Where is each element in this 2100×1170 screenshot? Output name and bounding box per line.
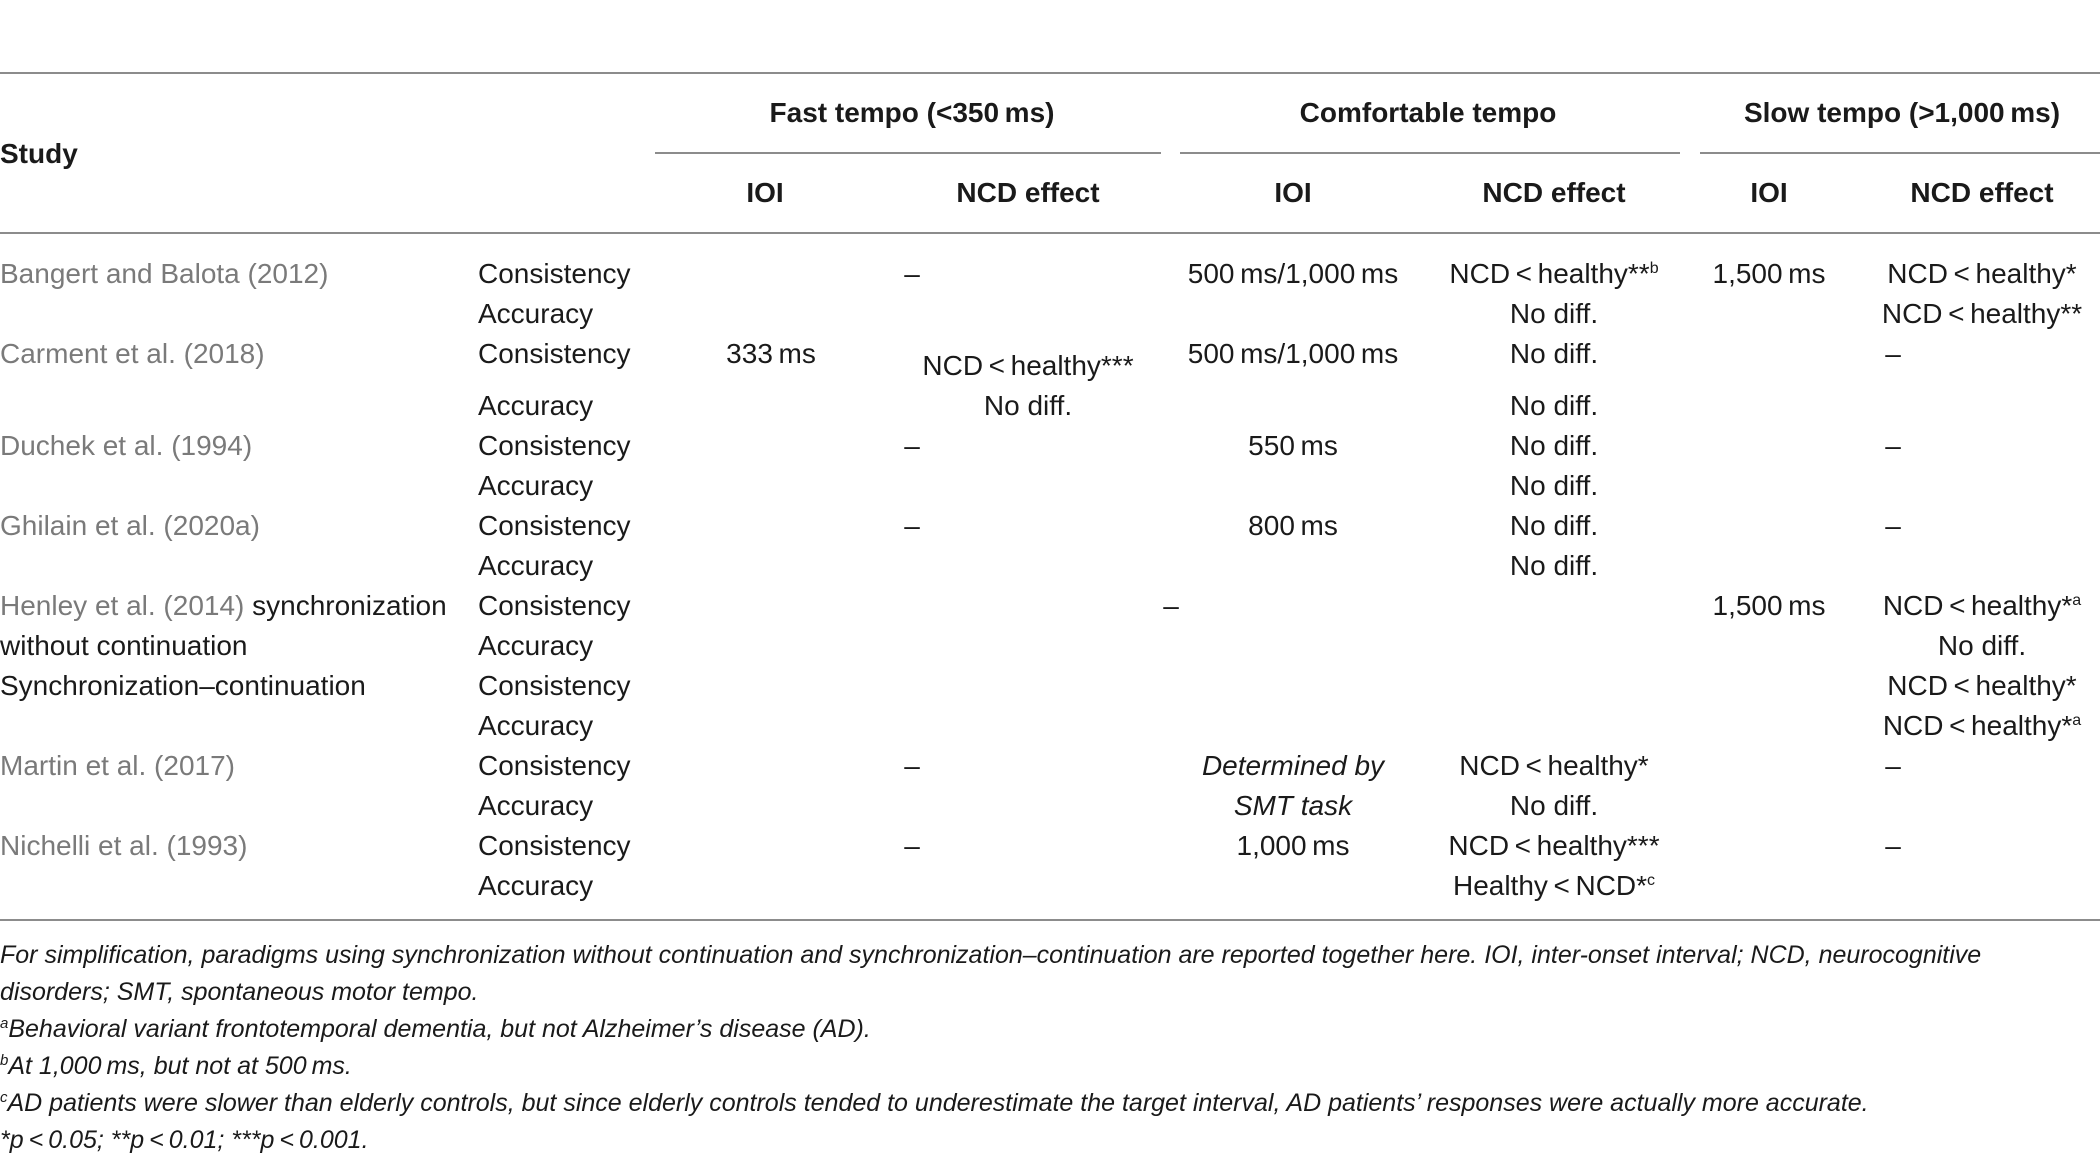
slow-effect-value: NCD < healthy*$^a$	[1882, 590, 2082, 621]
study-name: Martin et al. (2017)	[0, 750, 235, 781]
header-bottom-rule	[0, 232, 2100, 234]
comfortable-effect-value: NCD < healthy*	[1459, 750, 1649, 781]
measure-label: Accuracy	[478, 630, 594, 661]
slow-effect-dash: –	[1885, 750, 1901, 781]
fast-comfortable-dash: –	[1163, 590, 1179, 621]
measure-label: Accuracy	[478, 550, 594, 581]
slow-effect-value: NCD < healthy*	[1887, 670, 2077, 701]
fast-tempo-header: Fast tempo (<350 ms)	[769, 97, 1055, 128]
study-name: Bangert and Balota (2012)	[0, 258, 329, 289]
fast-effect-dash: –	[904, 258, 920, 289]
footnote-c: $^c$AD patients were slower than elderly controls, but since elderly controls tended to underestimate the target interval, AD patients’ responses were actually more accurate.	[0, 1089, 1869, 1117]
slow-ioi-value: 1,500 ms	[1712, 590, 1826, 621]
fast-effect-dash: –	[904, 830, 920, 861]
comfortable-ioi-value: Determined by	[1201, 750, 1385, 781]
study-column-header: Study	[0, 138, 78, 169]
comfortable-ioi-value: 500 ms/1,000 ms	[1187, 338, 1399, 369]
comfortable-tempo-subrule	[1180, 152, 1680, 154]
fast-ioi-header: IOI	[746, 177, 784, 208]
study-name-continued: without continuation	[0, 630, 248, 661]
slow-effect-dash: –	[1885, 338, 1901, 369]
comfortable-effect-header: NCD effect	[1482, 177, 1626, 208]
slow-effect-dash: –	[1885, 830, 1901, 861]
fast-effect-dash: –	[904, 510, 920, 541]
measure-label: Accuracy	[478, 390, 594, 421]
footnote-mark: b	[1649, 260, 1659, 277]
slow-effect-value: NCD < healthy**	[1881, 298, 2083, 329]
comfortable-ioi-value: 1,000 ms	[1236, 830, 1350, 861]
slow-effect-value: No diff.	[1937, 630, 2027, 661]
comfortable-effect-value: NCD < healthy**$^b$	[1449, 258, 1659, 289]
comfortable-effect-value: NCD < healthy***	[1448, 830, 1660, 861]
measure-label: Consistency	[478, 510, 631, 541]
comfortable-ioi-value: SMT task	[1233, 790, 1353, 821]
measure-label: Consistency	[478, 258, 631, 289]
comfortable-ioi-value: 550 ms	[1248, 430, 1338, 461]
slow-ioi-header: IOI	[1750, 177, 1788, 208]
fast-effect-value: No diff.	[983, 390, 1073, 421]
comfortable-effect-value: No diff.	[1509, 430, 1599, 461]
slow-ioi-value: 1,500 ms	[1712, 258, 1826, 289]
footnote-mark: a	[2072, 712, 2082, 729]
slow-effect-header: NCD effect	[1910, 177, 2054, 208]
measure-label: Consistency	[478, 750, 631, 781]
comfortable-effect-value: No diff.	[1509, 390, 1599, 421]
measure-label: Accuracy	[478, 870, 594, 901]
table-top-rule	[0, 72, 2100, 74]
measure-label: Consistency	[478, 670, 631, 701]
comfortable-effect-value: No diff.	[1509, 298, 1599, 329]
study-subparadigm: Synchronization–continuation	[0, 670, 366, 701]
slow-tempo-header: Slow tempo (>1,000 ms)	[1743, 97, 2061, 128]
study-name: Nichelli et al. (1993)	[0, 830, 248, 861]
table-note-continued: disorders; SMT, spontaneous motor tempo.	[0, 978, 479, 1006]
comfortable-effect-value: Healthy < NCD*$^c$	[1452, 870, 1656, 901]
slow-effect-dash: –	[1885, 510, 1901, 541]
footnote-mark: c	[1647, 872, 1656, 889]
significance-note: *p < 0.05; **p < 0.01; ***p < 0.001.	[0, 1126, 369, 1154]
comfortable-effect-value: No diff.	[1509, 510, 1599, 541]
slow-effect-value: NCD < healthy*	[1887, 258, 2077, 289]
footnote-a: $^a$Behavioral variant frontotemporal dementia, but not Alzheimer’s disease (AD).	[0, 1015, 871, 1043]
slow-tempo-subrule	[1700, 152, 2100, 154]
study-name: Duchek et al. (1994)	[0, 430, 253, 461]
measure-label: Consistency	[478, 830, 631, 861]
measure-label: Consistency	[478, 430, 631, 461]
measure-label: Consistency	[478, 338, 631, 369]
comfortable-effect-value: No diff.	[1509, 550, 1599, 581]
study-name: Ghilain et al. (2020a)	[0, 510, 260, 541]
comfortable-ioi-value: 800 ms	[1248, 510, 1338, 541]
comfortable-ioi-header: IOI	[1274, 177, 1312, 208]
footnote-b: $^b$At 1,000 ms, but not at 500 ms.	[0, 1052, 352, 1080]
footnote-mark: a	[2072, 592, 2082, 609]
fast-effect-dash: –	[904, 430, 920, 461]
study-name: Henley et al. (2014) synchronization	[0, 590, 447, 621]
measure-label: Accuracy	[478, 298, 594, 329]
table-note: For simplification, paradigms using synchronization without continuation and synchronization–continuation are reported together here. IOI, inter-onset interval; NCD, neurocognitive	[0, 941, 1982, 969]
study-name: Carment et al. (2018)	[0, 338, 265, 369]
comfortable-effect-value: No diff.	[1509, 790, 1599, 821]
fast-ioi-value: 333 ms	[726, 338, 816, 369]
fast-effect-header: NCD effect	[956, 177, 1100, 208]
fast-effect-value: NCD < healthy***	[922, 350, 1134, 381]
comfortable-tempo-header: Comfortable tempo	[1299, 97, 1557, 128]
measure-label: Consistency	[478, 590, 631, 621]
measure-label: Accuracy	[478, 470, 594, 501]
measure-label: Accuracy	[478, 710, 594, 741]
comfortable-ioi-value: 500 ms/1,000 ms	[1187, 258, 1399, 289]
table-bottom-rule	[0, 919, 2100, 921]
slow-effect-dash: –	[1885, 430, 1901, 461]
slow-effect-value: NCD < healthy*$^a$	[1882, 710, 2082, 741]
comfortable-effect-value: No diff.	[1509, 338, 1599, 369]
fast-tempo-subrule	[655, 152, 1161, 154]
comfortable-effect-value: No diff.	[1509, 470, 1599, 501]
fast-effect-dash: –	[904, 750, 920, 781]
measure-label: Accuracy	[478, 790, 594, 821]
